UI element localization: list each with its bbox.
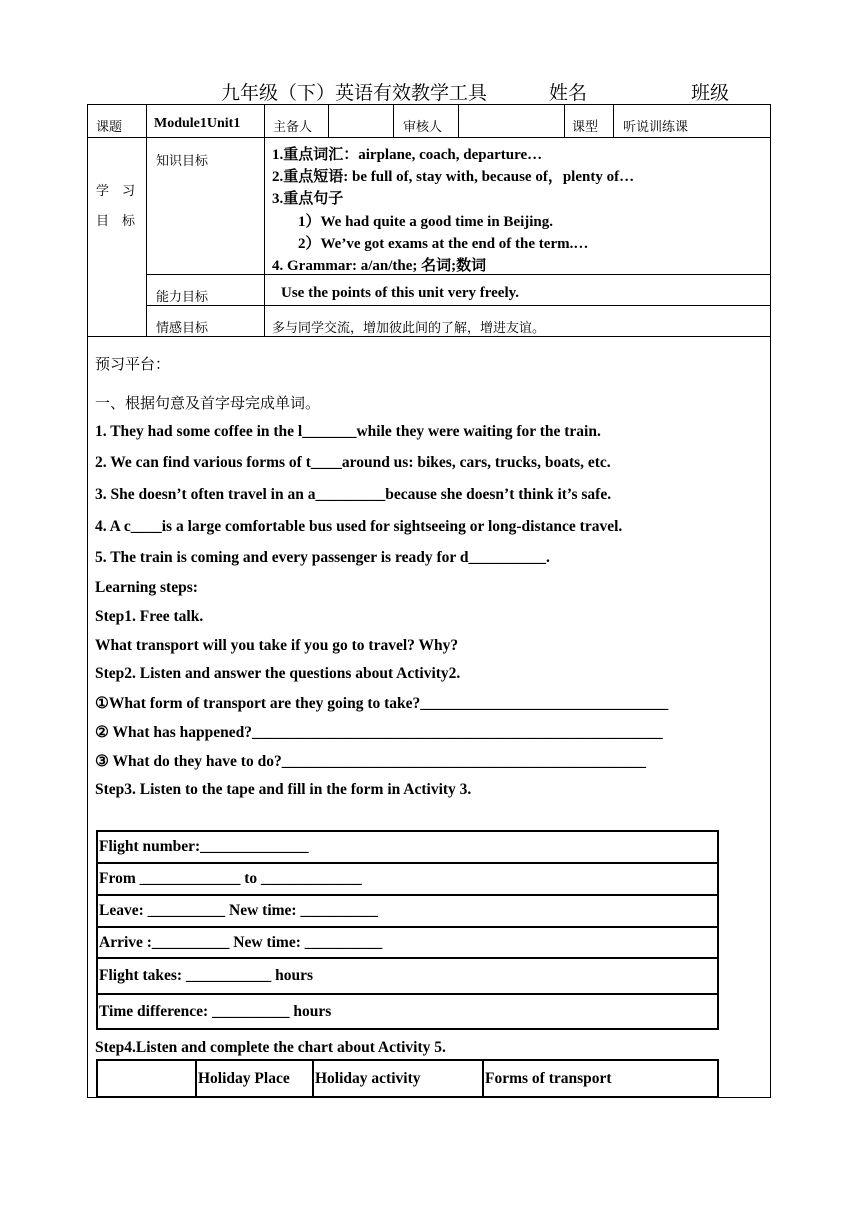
table-rule: [87, 336, 771, 337]
step3-title: Step3. Listen to the tape and fill in the form in Activity 3.: [95, 781, 472, 798]
knowledge-label: 知识目标: [156, 154, 209, 169]
topic-value: Module1Unit1: [154, 116, 241, 131]
chart-header-cell: [96, 1059, 197, 1098]
knowledge-line: 1.重点词汇：airplane, coach, departure…: [272, 147, 543, 163]
flight-form-row: Time difference: __________ hours: [96, 993, 719, 1030]
step1-question: What transport will you take if you go to travel? Why?: [95, 637, 459, 654]
flight-form-row: Flight number:______________: [96, 830, 719, 864]
preview-item: 4. A c____is a large comfortable bus used for sightseeing or long-distance travel.: [95, 518, 623, 535]
preview-item: 1. They had some coffee in the l_______while they were waiting for the train.: [95, 423, 601, 440]
step2-question: ② What has happened?_____________________________________________________: [95, 724, 663, 741]
preview-title: 预习平台：: [95, 355, 171, 373]
ability-value: Use the points of this unit very freely.: [281, 285, 520, 301]
topic-label: 课题: [96, 120, 123, 135]
chart-header-cell: Holiday activity: [312, 1059, 484, 1098]
goals-label-line1: 学 习: [96, 184, 136, 199]
emotion-value: 多与同学交流，增加彼此间的了解，增进友谊。: [272, 321, 546, 336]
worksheet-title: 九年级（下）英语有效教学工具: [221, 83, 488, 104]
steps-heading: Learning steps:: [95, 579, 198, 596]
preview-section-title: 一、根据句意及首字母完成单词。: [95, 394, 321, 412]
goals-label-line2: 目 标: [96, 214, 136, 229]
step2-question: ①What form of transport are they going to take?________________________________: [95, 695, 669, 712]
page-header: [0, 78, 860, 104]
class-label: 班级: [691, 83, 730, 104]
table-rule: [613, 104, 614, 137]
step2-title: Step2. Listen and answer the questions about Activity2.: [95, 665, 461, 682]
table-rule: [264, 104, 265, 336]
knowledge-line: 4. Grammar: a/an/the; 名词;数词: [272, 258, 487, 274]
knowledge-line: 1）We had quite a good time in Beijing.: [298, 214, 554, 230]
step4-title: Step4.Listen and complete the chart about Activity 5.: [95, 1039, 446, 1056]
preparer-label: 主备人: [273, 120, 313, 135]
chart-header-cell: Forms of transport: [482, 1059, 719, 1098]
flight-form-row: Flight takes: ___________ hours: [96, 957, 719, 995]
flight-form-row: Leave: __________ New time: __________: [96, 894, 719, 928]
preview-item: 2. We can find various forms of t____around us: bikes, cars, trucks, boats, etc.: [95, 454, 611, 471]
ability-label: 能力目标: [156, 290, 209, 305]
table-rule: [393, 104, 394, 137]
table-rule: [146, 305, 771, 306]
step1-title: Step1. Free talk.: [95, 608, 204, 625]
name-label: 姓名: [549, 83, 588, 104]
table-rule: [564, 104, 565, 137]
step2-question: ③ What do they have to do?_______________________________________________: [95, 753, 646, 770]
preview-item: 5. The train is coming and every passenger is ready for d__________.: [95, 549, 550, 566]
knowledge-line: 3.重点句子: [272, 191, 344, 207]
preview-item: 3. She doesn’t often travel in an a_________because she doesn’t think it’s safe.: [95, 486, 612, 503]
table-rule: [328, 104, 329, 137]
table-rule: [458, 104, 459, 137]
flight-form-row: From _____________ to _____________: [96, 862, 719, 896]
flight-form-row: Arrive :__________ New time: __________: [96, 926, 719, 959]
table-rule: [87, 137, 771, 138]
type-label: 课型: [572, 120, 599, 135]
knowledge-line: 2）We’ve got exams at the end of the term.…: [298, 236, 589, 252]
chart-header-cell: Holiday Place: [195, 1059, 314, 1098]
knowledge-line: 2.重点短语: be full of, stay with, because of，plenty of…: [272, 169, 635, 185]
table-rule: [146, 104, 147, 336]
frame-bottom-rule: [87, 1097, 771, 1098]
reviewer-label: 审核人: [403, 120, 443, 135]
emotion-label: 情感目标: [156, 321, 209, 336]
type-value: 听说训练课: [623, 120, 689, 135]
